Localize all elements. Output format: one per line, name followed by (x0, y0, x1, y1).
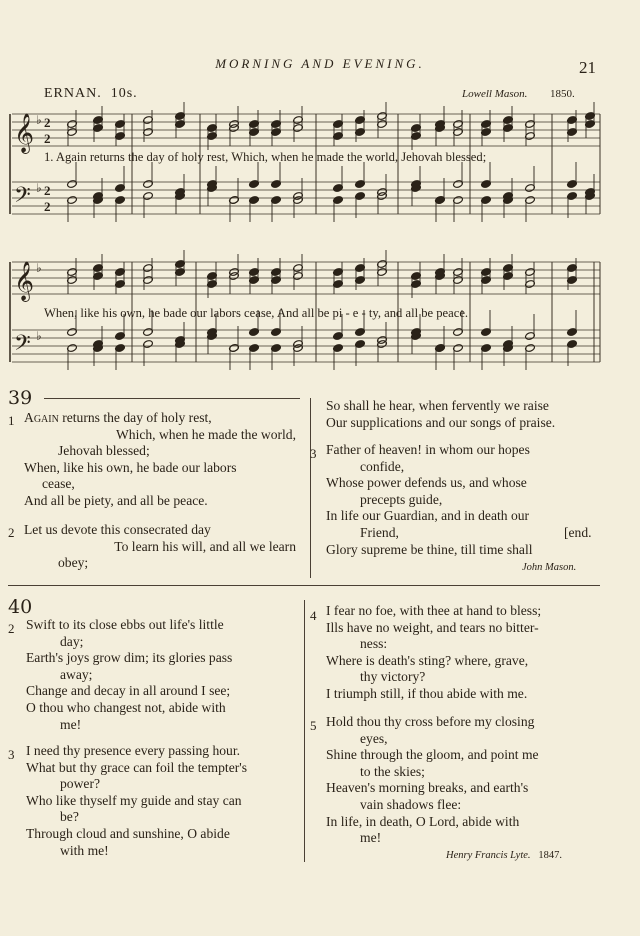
hymn39-stanza-2-continued: So shall he hear, when fervently we raise Our supplications and our songs of praise. (326, 398, 556, 430)
page-number: 21 (579, 58, 596, 77)
divider (44, 398, 300, 399)
bass-clef-icon: 𝄢 (14, 331, 31, 361)
tune-year: 1850. (550, 88, 575, 100)
stanza-number: 3 (8, 747, 15, 762)
hymn40-stanza-5: Hold thou thy cross before my closing eyes, Shine through the gloom, and point me to the skies; Heaven's morning breaks, and earth's vain shadows flee: In life, in death, O Lord, abide with me! (326, 714, 539, 846)
tune-meter: 10s. (110, 86, 138, 101)
time-sig-bottom: 2 (44, 131, 51, 146)
flat-icon: ♭ (36, 181, 42, 195)
first-word: Again (24, 410, 59, 425)
time-sig-top: 2 (44, 183, 51, 198)
flat-icon: ♭ (36, 329, 42, 343)
hymn40-author: Henry Francis Lyte. 1847. (446, 850, 563, 861)
flat-icon: ♭ (36, 113, 42, 127)
stanza-number: 2 (8, 621, 15, 636)
hymn39-stanza-3: Father of heaven! in whom our hopes confide, Whose power defends us, and whose precepts guide, In life our Guardian, and in death our Friend, [end. Glory supreme be thine, till time shall (326, 442, 592, 557)
stanza-number: 2 (8, 525, 15, 540)
column-divider (310, 398, 311, 578)
column-divider (304, 600, 305, 862)
running-title: MORNING AND EVENING. (215, 56, 425, 71)
hymn39-stanza-2: Let us devote this consecrated day To learn his will, and all we learn obey; (24, 522, 296, 571)
hymn40-stanza-3: I need thy presence every passing hour. What but thy grace can foil the tempter's power? Who like thyself my guide and stay can be? Through cloud and sunshine, O abide with me! (26, 743, 247, 858)
treble-clef-icon: 𝄞 (14, 261, 35, 301)
tune-lyrics-line-2: When, like his own, he bade our labors cease, And all be pi - e - ty, and all be peace. (44, 306, 469, 320)
bass-clef-icon: 𝄢 (14, 183, 31, 213)
stanza-number: 1 (8, 413, 15, 428)
time-sig-bottom: 2 (44, 199, 51, 214)
tune-composer: Lowell Mason. (462, 88, 528, 100)
tune-lyrics-line-1: 1. Again returns the day of holy rest, Which, when he made the world, Jehovah blessed; (44, 150, 487, 164)
divider (8, 585, 600, 586)
time-sig-top: 2 (44, 115, 51, 130)
hymn40-stanza-2: Swift to its close ebbs out life's little day; Earth's joys grow dim; its glories pass away; Change and decay in all around I see; O thou who changest not, abide with me! (26, 617, 233, 732)
hymn-number: 40 (8, 596, 33, 618)
treble-clef-icon: 𝄞 (14, 113, 35, 153)
stanza-number: 3 (310, 446, 317, 461)
hymn40-stanza-4: I fear no foe, with thee at hand to bless; Ills have no weight, and tears no bitter- ness: Where is death's sting? where, grave, thy victory? I triumph still, if thou abide with me. (326, 603, 542, 701)
hymn-number: 39 (8, 387, 33, 409)
stanza-number: 5 (310, 718, 317, 733)
stanza-number: 4 (310, 608, 317, 623)
hymn39-author: John Mason. (522, 562, 577, 573)
music-system-1 (0, 100, 640, 230)
tune-name: ERNAN. (44, 86, 102, 101)
flat-icon: ♭ (36, 261, 42, 275)
hymn39-stanza-1: Again returns the day of holy rest, Which, when he made the world, Jehovah blessed; When, like his own, he bade our labors cease, And all be piety, and all be peace. (24, 410, 296, 508)
